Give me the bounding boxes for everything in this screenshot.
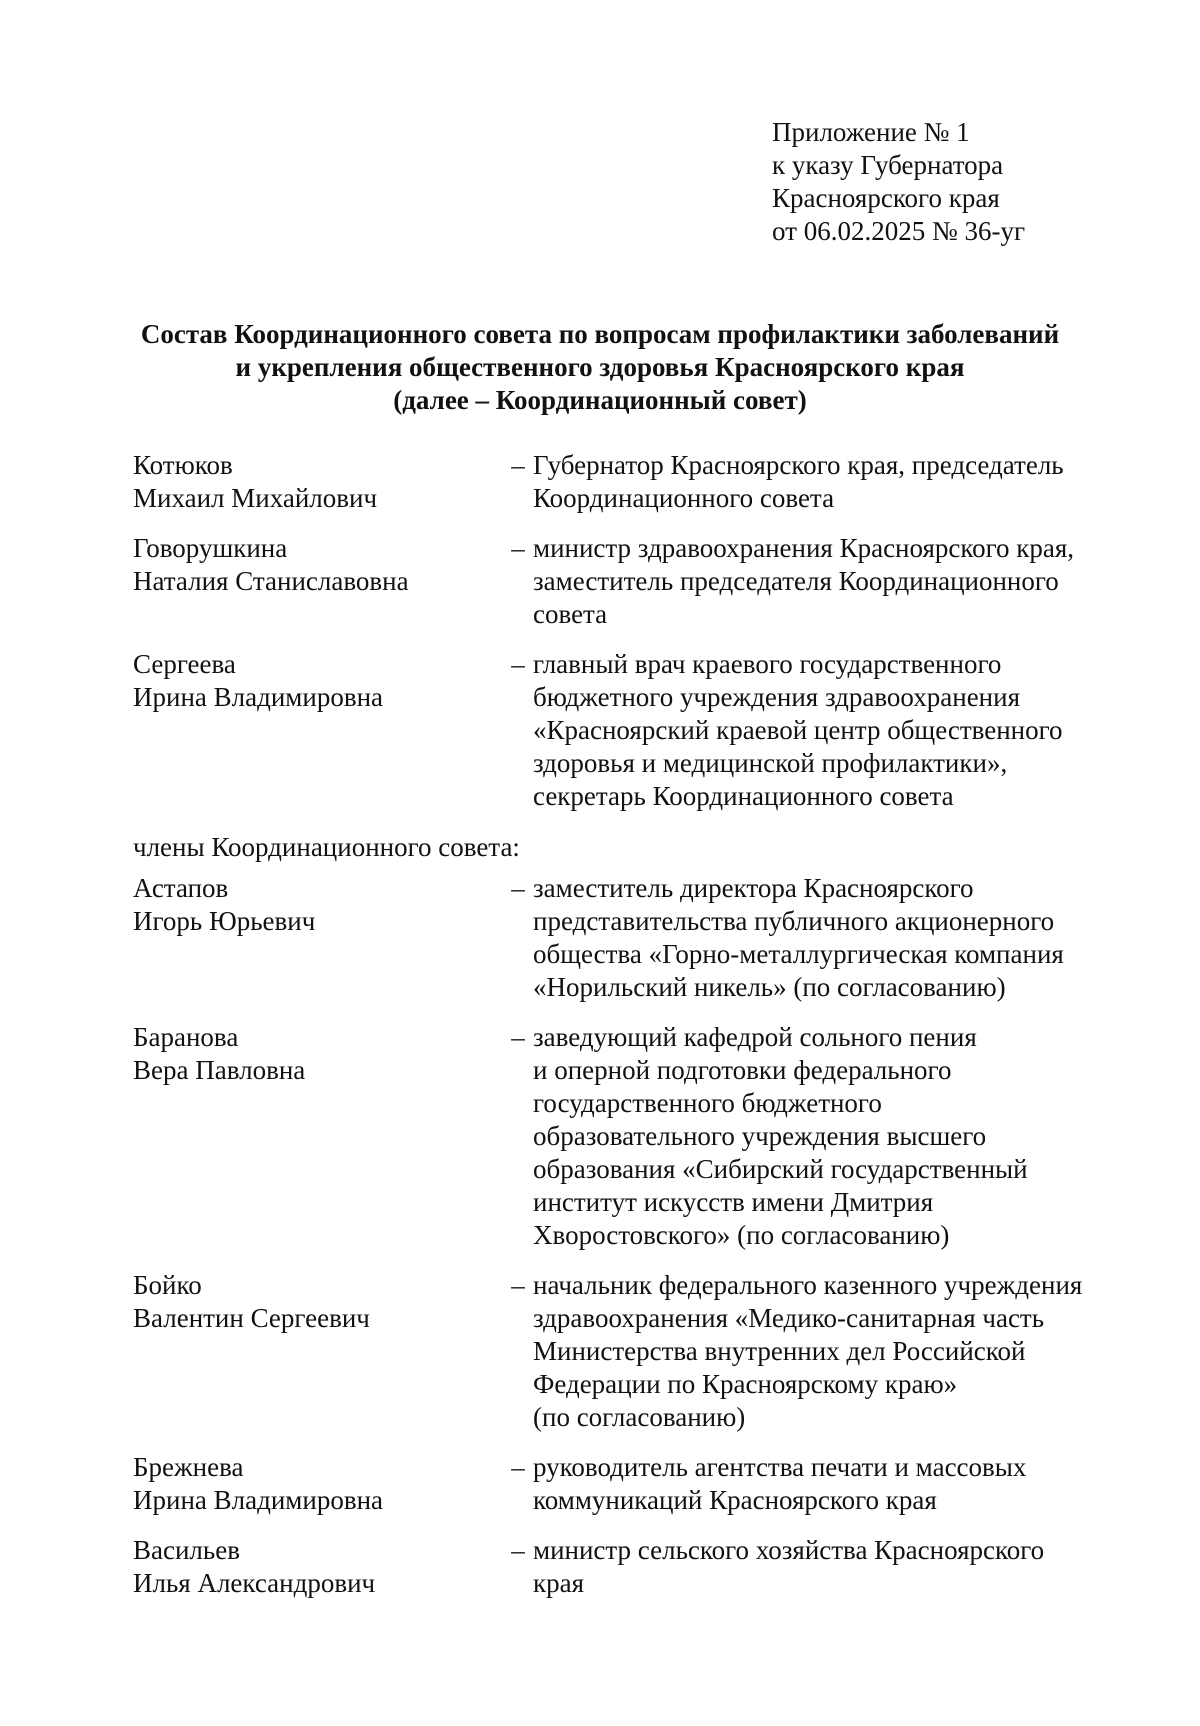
role-line: Министерства внутренних дел Российской xyxy=(533,1336,1026,1366)
member-given-name: Вера Павловна xyxy=(133,1055,306,1085)
role-line: коммуникаций Красноярского края xyxy=(533,1485,937,1515)
appendix-line: от 06.02.2025 № 36-уг xyxy=(772,216,1026,246)
title-line: (далее – Координационный совет) xyxy=(393,385,807,415)
role-line: руководитель агентства печати и массовых xyxy=(533,1452,1027,1482)
member-row xyxy=(133,1269,1133,1434)
member-surname: Астапов xyxy=(133,873,229,903)
role-line: Координационного совета xyxy=(533,483,835,513)
role-line: главный врач краевого государственного xyxy=(533,649,1002,679)
role-line: заместитель директора Красноярского xyxy=(533,873,974,903)
member-role xyxy=(533,1451,1123,1517)
member-role xyxy=(533,1534,1123,1600)
title-line: Состав Координационного совета по вопросам профилактики заболеваний xyxy=(140,319,1060,349)
title-line: и укрепления общественного здоровья Красноярского края xyxy=(235,352,965,382)
role-line: министр здравоохранения Красноярского края, xyxy=(533,533,1075,563)
member-role xyxy=(533,872,1123,1004)
role-line: (по согласованию) xyxy=(533,1402,746,1432)
role-line: образования «Сибирский государственный xyxy=(533,1154,1028,1184)
dash-separator: – xyxy=(511,649,525,679)
role-line: секретарь Координационного совета xyxy=(533,781,954,811)
member-given-name: Илья Александрович xyxy=(133,1568,376,1598)
role-line: заместитель председателя Координационного xyxy=(533,566,1059,596)
role-line: «Красноярский краевой центр общественного xyxy=(533,715,1063,745)
role-line: заведующий кафедрой сольного пения xyxy=(533,1022,977,1052)
member-row xyxy=(133,1021,1133,1252)
dash-separator: – xyxy=(511,873,525,903)
appendix-line: к указу Губернатора xyxy=(772,150,1004,180)
member-given-name: Михаил Михайлович xyxy=(133,483,378,513)
members-label: члены Координационного совета: xyxy=(133,832,520,862)
member-role xyxy=(533,1021,1123,1252)
dash-separator: – xyxy=(511,450,525,480)
role-line: институт искусств имени Дмитрия xyxy=(533,1187,934,1217)
appendix-header xyxy=(772,116,1025,248)
member-name xyxy=(133,1269,503,1335)
member-row xyxy=(133,1451,1133,1517)
document-title xyxy=(60,318,1140,417)
member-given-name: Ирина Владимировна xyxy=(133,682,384,712)
member-surname: Баранова xyxy=(133,1022,239,1052)
dash-separator: – xyxy=(511,533,525,563)
member-name xyxy=(133,449,503,515)
role-line: начальник федерального казенного учреждения xyxy=(533,1270,1083,1300)
member-name xyxy=(133,872,503,938)
member-name xyxy=(133,1534,503,1600)
member-given-name: Наталия Станиславовна xyxy=(133,566,409,596)
role-line: Федерации по Красноярскому краю» xyxy=(533,1369,958,1399)
role-line: здравоохранения «Медико-санитарная часть xyxy=(533,1303,1045,1333)
member-surname: Котюков xyxy=(133,450,233,480)
member-name xyxy=(133,648,503,714)
member-role xyxy=(533,648,1123,813)
role-line: здоровья и медицинской профилактики», xyxy=(533,748,1008,778)
role-line: «Норильский никель» (по согласованию) xyxy=(533,972,1006,1002)
member-given-name: Ирина Владимировна xyxy=(133,1485,384,1515)
council-composition xyxy=(133,449,1133,1600)
member-role xyxy=(533,449,1123,515)
appendix-line: Приложение № 1 xyxy=(772,117,970,147)
member-role xyxy=(533,532,1123,631)
member-surname: Брежнева xyxy=(133,1452,244,1482)
role-line: бюджетного учреждения здравоохранения xyxy=(533,682,1020,712)
member-surname: Васильев xyxy=(133,1535,240,1565)
member-row xyxy=(133,1534,1133,1600)
role-line: общества «Горно-металлургическая компания xyxy=(533,939,1064,969)
member-role xyxy=(533,1269,1123,1434)
member-surname: Бойко xyxy=(133,1270,202,1300)
member-surname: Говорушкина xyxy=(133,533,288,563)
member-surname: Сергеева xyxy=(133,649,236,679)
member-name xyxy=(133,1451,503,1517)
member-given-name: Валентин Сергеевич xyxy=(133,1303,370,1333)
appendix-line: Красноярского края xyxy=(772,183,1000,213)
role-line: государственного бюджетного xyxy=(533,1088,882,1118)
dash-separator: – xyxy=(511,1535,525,1565)
member-row xyxy=(133,449,1133,515)
dash-separator: – xyxy=(511,1452,525,1482)
role-line: края xyxy=(533,1568,585,1598)
role-line: представительства публичного акционерного xyxy=(533,906,1055,936)
member-row xyxy=(133,648,1133,813)
member-row xyxy=(133,532,1133,631)
role-line: министр сельского хозяйства Красноярского xyxy=(533,1535,1045,1565)
member-name xyxy=(133,532,503,598)
dash-separator: – xyxy=(511,1022,525,1052)
member-name xyxy=(133,1021,503,1087)
role-line: образовательного учреждения высшего xyxy=(533,1121,987,1151)
role-line: совета xyxy=(533,599,608,629)
member-given-name: Игорь Юрьевич xyxy=(133,906,316,936)
member-row xyxy=(133,872,1133,1004)
role-line: Хворостовского» (по согласованию) xyxy=(533,1220,950,1250)
role-line: и оперной подготовки федерального xyxy=(533,1055,952,1085)
role-line: Губернатор Красноярского края, председатель xyxy=(533,450,1064,480)
dash-separator: – xyxy=(511,1270,525,1300)
